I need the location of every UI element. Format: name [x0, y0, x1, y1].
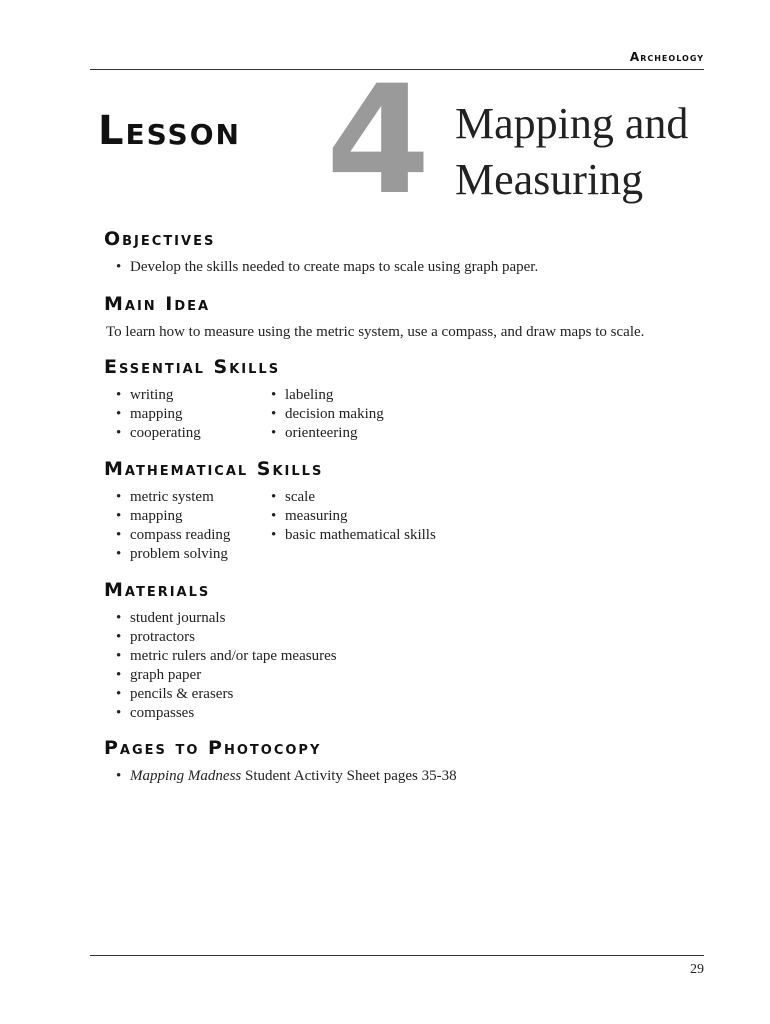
materials-list — [106, 609, 706, 723]
pages-to-photocopy-section — [106, 737, 706, 786]
activity-title: Mapping Madness — [130, 768, 242, 784]
essential-skills-col2 — [261, 386, 561, 443]
list-item: • writing — [106, 386, 261, 405]
main-idea-section — [106, 293, 706, 342]
objectives-list — [106, 258, 706, 277]
main-idea-text: To learn how to measure using the metric system, use a compass, and draw maps to scale. — [106, 324, 645, 340]
list-item: • cooperating — [106, 424, 261, 443]
list-item: • compass reading — [106, 526, 261, 545]
essential-skills-section — [106, 356, 706, 443]
list-item: • protractors — [106, 628, 706, 647]
list-item: • basic mathematical skills — [261, 526, 561, 545]
lesson-title-line1: Mapping and — [455, 99, 689, 148]
lesson-number: 4 — [326, 54, 431, 228]
materials-section — [106, 579, 706, 723]
mathematical-skills-heading: Mathematical Skills — [104, 458, 324, 480]
list-item: • mapping — [106, 405, 261, 424]
list-item: • pencils & erasers — [106, 685, 706, 704]
lesson-title-line2: Measuring — [455, 155, 644, 204]
pages-to-photocopy-heading: Pages to Photocopy — [104, 737, 322, 759]
list-item: • metric rulers and/or tape measures — [106, 647, 706, 666]
list-item: • mapping — [106, 507, 261, 526]
activity-pages: Student Activity Sheet pages 35-38 — [241, 768, 457, 784]
essential-skills-col1 — [106, 386, 261, 443]
list-item: • graph paper — [106, 666, 706, 685]
pages-to-photocopy-list — [106, 767, 706, 786]
list-item: • Develop the skills needed to create maps to scale using graph paper. — [106, 258, 706, 277]
mathematical-skills-col1 — [106, 488, 261, 564]
list-item: • compasses — [106, 704, 706, 723]
running-header: Archeology — [629, 50, 704, 64]
essential-skills-heading: Essential Skills — [104, 356, 281, 378]
lesson-title — [455, 96, 745, 208]
objectives-heading: Objectives — [104, 228, 216, 250]
mathematical-skills-section — [106, 458, 706, 564]
materials-heading: Materials — [104, 579, 211, 601]
list-item: • metric system — [106, 488, 261, 507]
list-item: • student journals — [106, 609, 706, 628]
list-item: • orienteering — [261, 424, 561, 443]
list-item — [106, 767, 706, 786]
footer-rule — [90, 955, 704, 956]
list-item: • measuring — [261, 507, 561, 526]
main-idea-heading: Main Idea — [104, 293, 211, 315]
lesson-word: Lesson — [98, 108, 241, 154]
objectives-section — [106, 228, 706, 277]
list-item: • problem solving — [106, 545, 261, 564]
page-number: 29 — [690, 962, 704, 977]
list-item: • decision making — [261, 405, 561, 424]
list-item: • labeling — [261, 386, 561, 405]
list-item: • scale — [261, 488, 561, 507]
mathematical-skills-col2 — [261, 488, 561, 564]
